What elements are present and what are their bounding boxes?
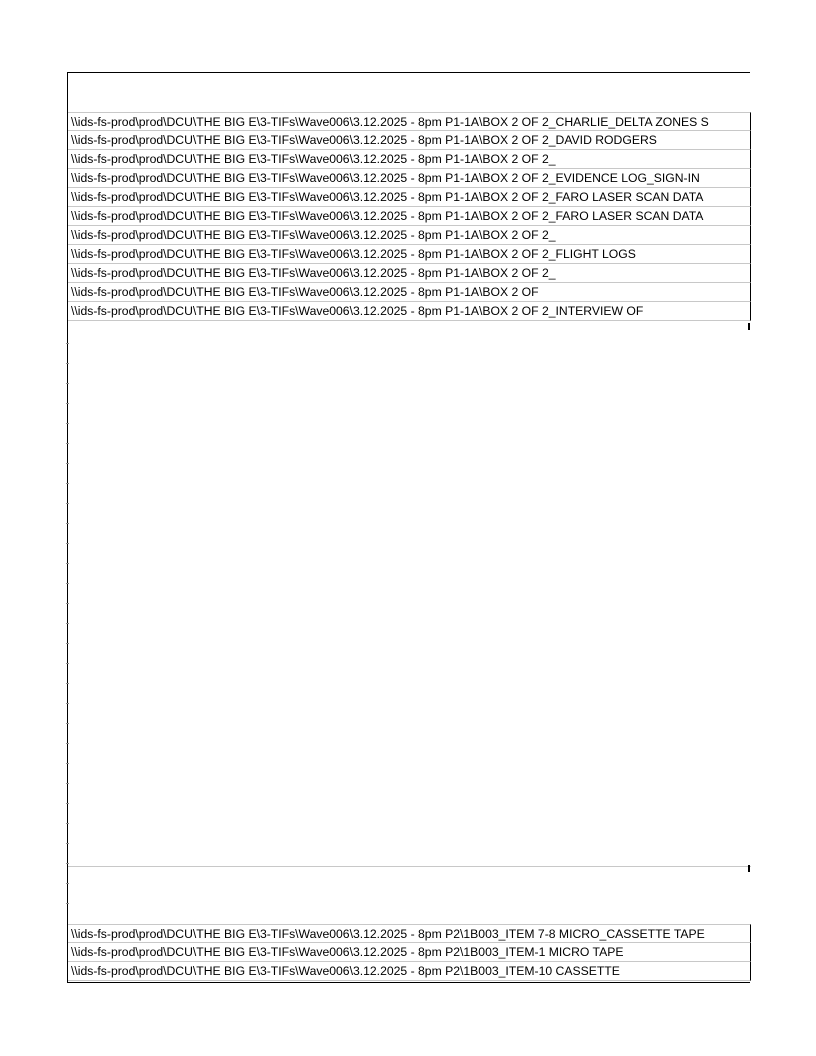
table-row[interactable]: \\ids-fs-prod\prod\DCU\THE BIG E\3-TIFs\Wave006\3.12.2025 - 8pm P1-1A\BOX 2 OF 2_FARO LASER SCAN DATA bbox=[68, 188, 751, 207]
table-row[interactable]: \\ids-fs-prod\prod\DCU\THE BIG E\3-TIFs\Wave006\3.12.2025 - 8pm P1-1A\BOX 2 OF 2_ bbox=[68, 264, 751, 283]
table-row[interactable]: \\ids-fs-prod\prod\DCU\THE BIG E\3-TIFs\Wave006\3.12.2025 - 8pm P1-1A\BOX 2 OF 2_FARO LASER SCAN DATA bbox=[68, 207, 751, 226]
row-tick bbox=[66, 403, 69, 404]
row-tick bbox=[66, 663, 69, 664]
path-list-top bbox=[68, 112, 751, 321]
row-tick bbox=[66, 623, 69, 624]
row-tick bbox=[66, 723, 69, 724]
table-row[interactable]: \\ids-fs-prod\prod\DCU\THE BIG E\3-TIFs\Wave006\3.12.2025 - 8pm P1-1A\BOX 2 OF 2_EVIDENCE LOG_SIGN-IN bbox=[68, 169, 751, 188]
row-tick bbox=[66, 763, 69, 764]
row-tick bbox=[66, 503, 69, 504]
table-row[interactable]: \\ids-fs-prod\prod\DCU\THE BIG E\3-TIFs\Wave006\3.12.2025 - 8pm P1-1A\BOX 2 OF 2_INTERVIEW OF bbox=[68, 302, 751, 321]
row-tick bbox=[66, 643, 69, 644]
row-tick bbox=[66, 463, 69, 464]
row-tick bbox=[66, 703, 69, 704]
row-tick bbox=[66, 383, 69, 384]
row-tick bbox=[66, 883, 69, 884]
row-tick bbox=[66, 783, 69, 784]
row-tick bbox=[66, 743, 69, 744]
row-tick bbox=[66, 583, 69, 584]
spreadsheet-page bbox=[67, 72, 750, 983]
row-tick bbox=[66, 863, 69, 864]
row-tick bbox=[66, 363, 69, 364]
column-edge-marker bbox=[748, 865, 750, 872]
row-tick bbox=[66, 843, 69, 844]
table-row[interactable]: \\ids-fs-prod\prod\DCU\THE BIG E\3-TIFs\Wave006\3.12.2025 - 8pm P2\1B003_ITEM-1 MICRO TAPE bbox=[68, 943, 751, 962]
table-row[interactable]: \\ids-fs-prod\prod\DCU\THE BIG E\3-TIFs\Wave006\3.12.2025 - 8pm P1-1A\BOX 2 OF 2_DAVID RODGERS bbox=[68, 131, 751, 150]
row-tick bbox=[66, 543, 69, 544]
row-tick bbox=[66, 343, 69, 344]
table-row[interactable]: \\ids-fs-prod\prod\DCU\THE BIG E\3-TIFs\Wave006\3.12.2025 - 8pm P2\1B003_ITEM 7-8 MICRO_CASSETTE TAPE bbox=[68, 924, 751, 943]
table-row[interactable]: \\ids-fs-prod\prod\DCU\THE BIG E\3-TIFs\Wave006\3.12.2025 - 8pm P1-1A\BOX 2 OF 2_ bbox=[68, 150, 751, 169]
row-tick bbox=[66, 903, 69, 904]
row-tick bbox=[66, 443, 69, 444]
row-tick bbox=[66, 823, 69, 824]
row-tick bbox=[66, 523, 69, 524]
row-tick bbox=[66, 803, 69, 804]
row-tick bbox=[66, 423, 69, 424]
table-row[interactable]: \\ids-fs-prod\prod\DCU\THE BIG E\3-TIFs\Wave006\3.12.2025 - 8pm P1-1A\BOX 2 OF 2_CHARLIE_DELTA ZONES S bbox=[68, 112, 751, 131]
row-tick bbox=[66, 683, 69, 684]
column-edge-marker bbox=[748, 323, 750, 330]
path-list-bottom bbox=[68, 924, 751, 981]
row-tick bbox=[66, 603, 69, 604]
table-row[interactable]: \\ids-fs-prod\prod\DCU\THE BIG E\3-TIFs\Wave006\3.12.2025 - 8pm P2\1B003_ITEM-10 CASSETTE bbox=[68, 962, 751, 981]
sheet-bottom-border bbox=[67, 982, 750, 983]
row-tick bbox=[66, 483, 69, 484]
section-divider bbox=[68, 866, 751, 867]
row-tick bbox=[66, 563, 69, 564]
table-row[interactable]: \\ids-fs-prod\prod\DCU\THE BIG E\3-TIFs\Wave006\3.12.2025 - 8pm P1-1A\BOX 2 OF 2_ bbox=[68, 226, 751, 245]
table-row[interactable]: \\ids-fs-prod\prod\DCU\THE BIG E\3-TIFs\Wave006\3.12.2025 - 8pm P1-1A\BOX 2 OF 2_FLIGHT LOGS bbox=[68, 245, 751, 264]
table-row[interactable]: \\ids-fs-prod\prod\DCU\THE BIG E\3-TIFs\Wave006\3.12.2025 - 8pm P1-1A\BOX 2 OF bbox=[68, 283, 751, 302]
